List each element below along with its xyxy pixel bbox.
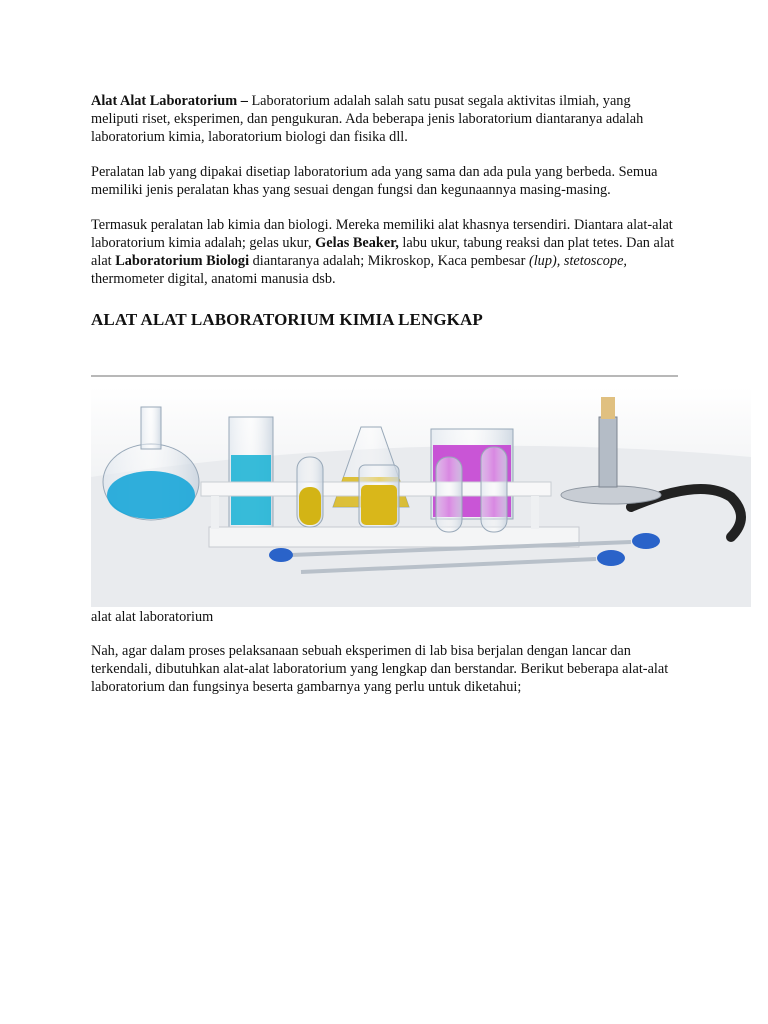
intro-lead: Alat Alat Laboratorium – [91, 93, 248, 109]
article-body [91, 92, 681, 331]
p3-part-e: thermometer digital, anatomi manusia dsb. [91, 271, 336, 287]
p3-bold-gelas-beaker: Gelas Beaker, [315, 235, 399, 251]
p3-part-c: labu ukur, tabung reaksi dan plat tetes. Dan alat alat [91, 235, 675, 269]
section-heading: ALAT ALAT LABORATORIUM KIMIA LENGKAP [91, 310, 483, 329]
intro-text: Laboratorium adalah salah satu pusat segala aktivitas ilmiah, yang meliputi riset, eksperimen, dan pengukuran. Ada beberapa jenis laboratorium diantaranya adalah laboratorium kimia, laboratorium biologi dan fisika dll. [91, 93, 644, 145]
p3-italic-lup: (lup), stetoscope, [528, 253, 628, 269]
paragraph-4: Nah, agar dalam proses pelaksanaan sebuah eksperimen di lab bisa berjalan dengan lancar dan terkendali, dibutuhkan alat-alat laboratorium yang lengkap dan berstandar. Berikut beberapa alat-alat laboratorium dan fungsinya beserta gambarnya yang perlu untuk diketahui; [91, 643, 669, 695]
intro-paragraph [91, 92, 681, 146]
lab-glassware-figure [91, 387, 751, 607]
p3-part-a: Termasuk peralatan lab kimia dan biologi. Mereka memiliki alat khasnya tersendiri. Diantara alat-alat laboratorium kimia adalah; gelas ukur, [91, 217, 673, 251]
horizontal-rule [91, 375, 678, 377]
p3-part-d: diantaranya adalah; Mikroskop, Kaca pembesar [249, 253, 529, 269]
paragraph-2: Peralatan lab yang dipakai disetiap laboratorium ada yang sama dan ada pula yang berbeda. Semua memiliki jenis peralatan khas yang sesuai dengan fungsi dan kegunaannya masing-masing. [91, 164, 658, 198]
lab-glassware-icon [91, 387, 751, 607]
paragraph-3 [91, 216, 681, 288]
figure-caption: alat alat laboratorium [91, 609, 214, 625]
p3-bold-lab-biologi: Laboratorium Biologi [115, 253, 250, 269]
